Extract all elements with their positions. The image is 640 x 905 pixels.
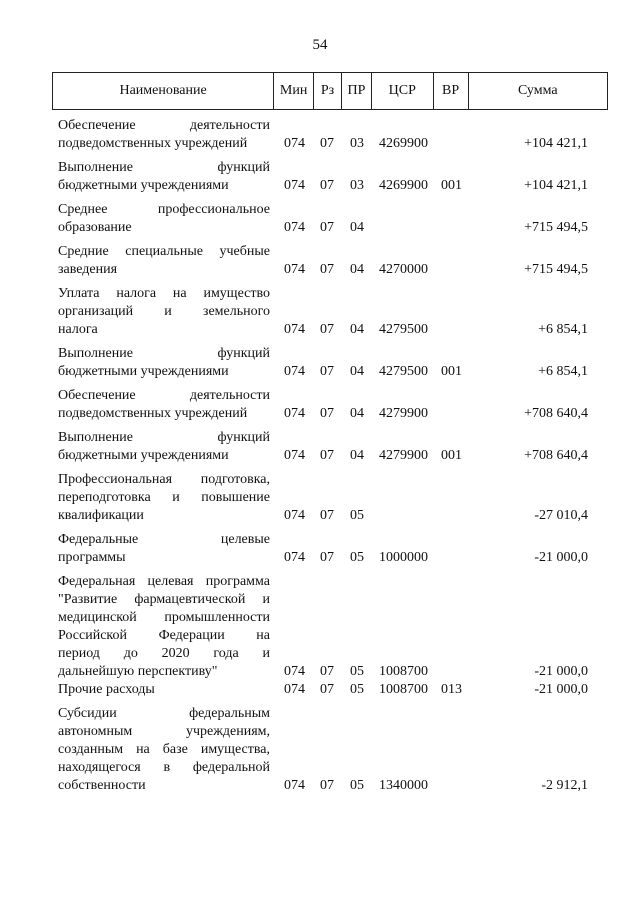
column-header-vr: ВР — [434, 73, 469, 109]
table-row — [0, 573, 640, 681]
table-row — [0, 243, 640, 279]
pr-cell: 03 — [350, 178, 364, 193]
row-name-line: бюджетными учреждениями — [58, 448, 229, 463]
pr-cell: 05 — [350, 508, 364, 523]
rz-cell: 07 — [320, 322, 334, 337]
pr-cell: 04 — [350, 448, 364, 463]
min-cell: 074 — [284, 364, 305, 379]
sum-cell: -21 000,0 — [534, 682, 588, 697]
column-header-rz: Рз — [314, 73, 342, 109]
rz-cell: 07 — [320, 550, 334, 565]
vr-cell: 001 — [441, 364, 462, 379]
min-cell: 074 — [284, 778, 305, 793]
csr-cell: 4279900 — [379, 448, 428, 463]
pr-cell: 05 — [350, 682, 364, 697]
min-cell: 074 — [284, 262, 305, 277]
rz-cell: 07 — [320, 508, 334, 523]
row-name-line: находящегося в федеральной — [58, 760, 270, 775]
csr-cell: 1340000 — [379, 778, 428, 793]
table-row — [0, 387, 640, 423]
row-name-line: Выполнение функций — [58, 430, 270, 445]
min-cell: 074 — [284, 664, 305, 679]
row-name-line: Обеспечение деятельности — [58, 388, 270, 403]
csr-cell: 4270000 — [379, 262, 428, 277]
table-row — [0, 705, 640, 795]
row-name-line: программы — [58, 550, 126, 565]
csr-cell: 1000000 — [379, 550, 428, 565]
pr-cell: 05 — [350, 550, 364, 565]
row-name — [58, 531, 270, 567]
row-name-line: квалификации — [58, 508, 144, 523]
sum-cell: +715 494,5 — [524, 262, 588, 277]
row-name — [58, 243, 270, 279]
csr-cell: 4269900 — [379, 136, 428, 151]
row-name-line: автономным учреждениям, — [58, 724, 270, 739]
pr-cell: 04 — [350, 364, 364, 379]
sum-cell: -2 912,1 — [541, 778, 588, 793]
rz-cell: 07 — [320, 682, 334, 697]
row-name-line: медицинской промышленности — [58, 610, 270, 625]
row-name-line: организаций и земельного — [58, 304, 270, 319]
min-cell: 074 — [284, 136, 305, 151]
csr-cell: 1008700 — [379, 682, 428, 697]
sum-cell: -21 000,0 — [534, 550, 588, 565]
row-name — [58, 285, 270, 339]
table-row — [0, 117, 640, 153]
row-name-line: бюджетными учреждениями — [58, 178, 229, 193]
pr-cell: 05 — [350, 778, 364, 793]
min-cell: 074 — [284, 322, 305, 337]
pr-cell: 03 — [350, 136, 364, 151]
column-header-csr: ЦСР — [372, 73, 434, 109]
pr-cell: 04 — [350, 322, 364, 337]
csr-cell: 4279500 — [379, 322, 428, 337]
sum-cell: -21 000,0 — [534, 664, 588, 679]
min-cell: 074 — [284, 178, 305, 193]
table-row — [0, 531, 640, 567]
min-cell: 074 — [284, 550, 305, 565]
pr-cell: 04 — [350, 262, 364, 277]
row-name-line: налога — [58, 322, 98, 337]
min-cell: 074 — [284, 508, 305, 523]
sum-cell: +715 494,5 — [524, 220, 588, 235]
min-cell: 074 — [284, 682, 305, 697]
csr-cell: 4269900 — [379, 178, 428, 193]
min-cell: 074 — [284, 448, 305, 463]
row-name-line: Российской Федерации на — [58, 628, 270, 643]
sum-cell: -27 010,4 — [534, 508, 588, 523]
row-name-line: Прочие расходы — [58, 682, 155, 697]
row-name-line: Профессиональная подготовка, — [58, 472, 270, 487]
rz-cell: 07 — [320, 664, 334, 679]
row-name-line: Выполнение функций — [58, 346, 270, 361]
vr-cell: 001 — [441, 178, 462, 193]
csr-cell: 4279900 — [379, 406, 428, 421]
rz-cell: 07 — [320, 778, 334, 793]
row-name — [58, 681, 270, 699]
vr-cell: 001 — [441, 448, 462, 463]
table-header — [52, 72, 608, 110]
sum-cell: +708 640,4 — [524, 448, 588, 463]
rz-cell: 07 — [320, 136, 334, 151]
sum-cell: +708 640,4 — [524, 406, 588, 421]
csr-cell: 1008700 — [379, 664, 428, 679]
row-name — [58, 117, 270, 153]
row-name-line: переподготовка и повышение — [58, 490, 270, 505]
column-header-name: Наименование — [53, 73, 274, 109]
row-name — [58, 345, 270, 381]
row-name-line: собственности — [58, 778, 146, 793]
row-name-line: заведения — [58, 262, 118, 277]
vr-cell: 013 — [441, 682, 462, 697]
sum-cell: +6 854,1 — [538, 322, 588, 337]
row-name — [58, 201, 270, 237]
min-cell: 074 — [284, 220, 305, 235]
rz-cell: 07 — [320, 406, 334, 421]
column-header-sum: Сумма — [517, 83, 558, 98]
row-name — [58, 705, 270, 795]
min-cell: 074 — [284, 406, 305, 421]
row-name-line: Выполнение функций — [58, 160, 270, 175]
row-name-line: образование — [58, 220, 132, 235]
table-row — [0, 345, 640, 381]
row-name-line: Федеральная целевая программа — [58, 574, 270, 589]
row-name-line: созданным на базе имущества, — [58, 742, 270, 757]
table-row — [0, 201, 640, 237]
rz-cell: 07 — [320, 178, 334, 193]
rz-cell: 07 — [320, 448, 334, 463]
sum-cell: +104 421,1 — [524, 178, 588, 193]
page-number: 54 — [312, 37, 328, 53]
column-header-pr: ПР — [342, 73, 372, 109]
row-name-line: Обеспечение деятельности — [58, 118, 270, 133]
rz-cell: 07 — [320, 262, 334, 277]
pr-cell: 04 — [350, 220, 364, 235]
column-header-min: Мин — [274, 73, 314, 109]
sum-cell: +104 421,1 — [524, 136, 588, 151]
row-name-line: Уплата налога на имущество — [58, 286, 270, 301]
row-name — [58, 387, 270, 423]
table-row — [0, 159, 640, 195]
csr-cell: 4279500 — [379, 364, 428, 379]
row-name-line: бюджетными учреждениями — [58, 364, 229, 379]
rz-cell: 07 — [320, 220, 334, 235]
table-row — [0, 471, 640, 525]
row-name — [58, 573, 270, 681]
row-name-line: Средние специальные учебные — [58, 244, 270, 259]
sum-cell: +6 854,1 — [538, 364, 588, 379]
pr-cell: 05 — [350, 664, 364, 679]
row-name-line: "Развитие фармацевтической и — [58, 592, 270, 607]
row-name — [58, 159, 270, 195]
rz-cell: 07 — [320, 364, 334, 379]
row-name — [58, 471, 270, 525]
row-name — [58, 429, 270, 465]
row-name-line: подведомственных учреждений — [58, 406, 248, 421]
row-name-line: Субсидии федеральным — [58, 706, 270, 721]
pr-cell: 04 — [350, 406, 364, 421]
row-name-line: подведомственных учреждений — [58, 136, 248, 151]
table-row — [0, 429, 640, 465]
table-row — [0, 681, 640, 699]
row-name-line: дальнейшую перспективу" — [58, 664, 218, 679]
row-name-line: Среднее профессиональное — [58, 202, 270, 217]
row-name-line: период до 2020 года и — [58, 646, 270, 661]
table-row — [0, 285, 640, 339]
row-name-line: Федеральные целевые — [58, 532, 270, 547]
